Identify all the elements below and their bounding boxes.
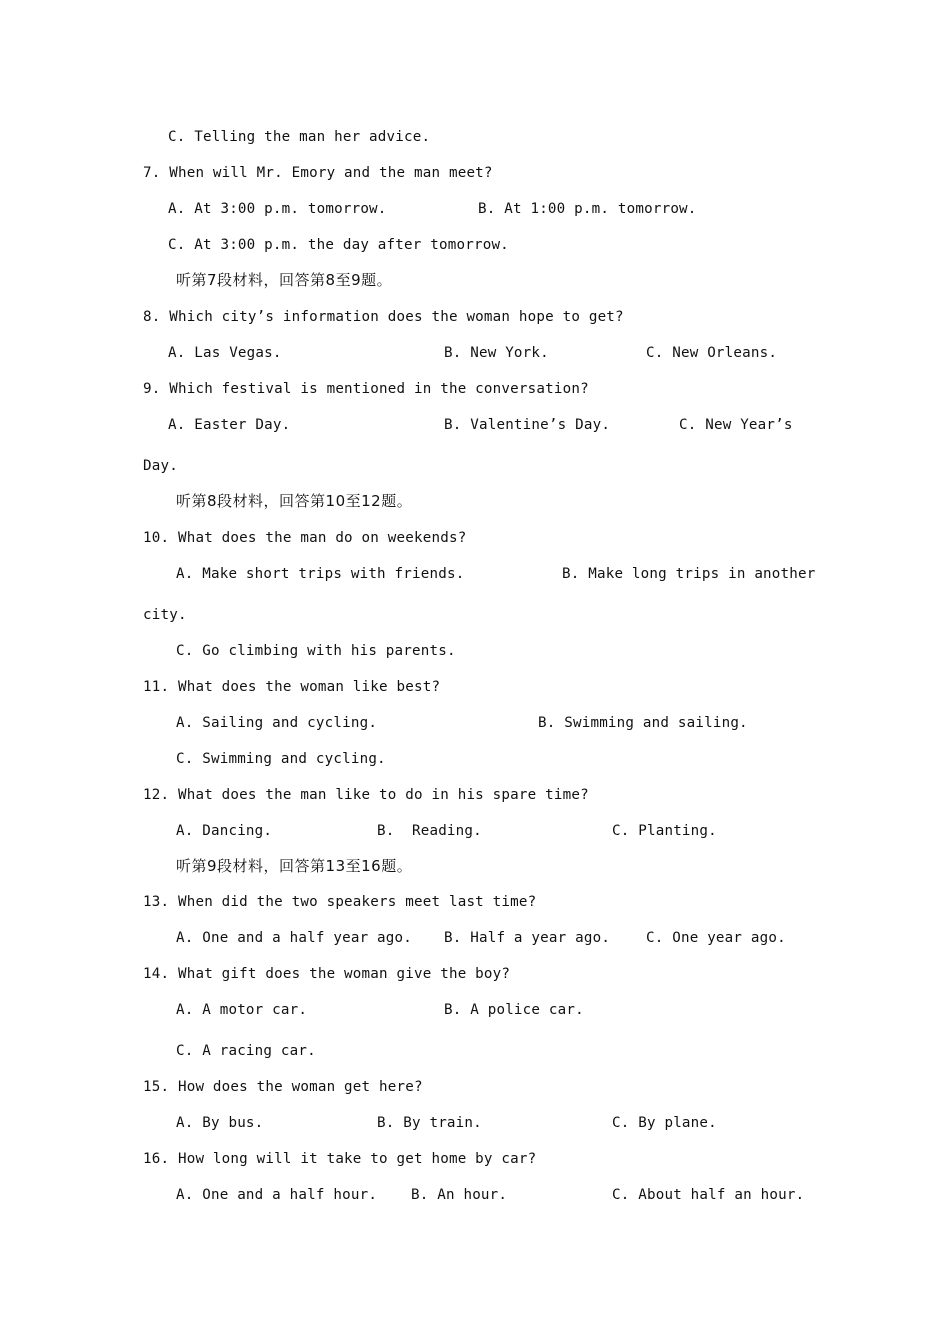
q14-option-a: A. A motor car.	[176, 1002, 308, 1018]
q10-option-b: B. Make long trips in another	[562, 566, 816, 582]
q14-option-c: C. A racing car.	[176, 1043, 316, 1059]
q8-stem: 8. Which city’s information does the woman hope to get?	[143, 309, 624, 325]
section-8-instruction: 听第8段材料，回答第10至12题。	[176, 492, 413, 510]
q15-stem: 15. How does the woman get here?	[143, 1079, 423, 1095]
q9-option-c-continued: Day.	[143, 458, 178, 474]
q7-option-a: A. At 3:00 p.m. tomorrow.	[168, 201, 387, 217]
q12-stem: 12. What does the man like to do in his spare time?	[143, 787, 589, 803]
q16-option-b: B. An hour.	[411, 1187, 508, 1203]
q10-option-a: A. Make short trips with friends.	[176, 566, 465, 582]
q14-option-b: B. A police car.	[444, 1002, 584, 1018]
q11-option-c: C. Swimming and cycling.	[176, 751, 386, 767]
q7-stem: 7. When will Mr. Emory and the man meet?	[143, 165, 493, 181]
q14-stem: 14. What gift does the woman give the boy?	[143, 966, 511, 982]
q9-stem: 9. Which festival is mentioned in the conversation?	[143, 381, 589, 397]
q13-option-b: B. Half a year ago.	[444, 930, 611, 946]
q11-option-b: B. Swimming and sailing.	[538, 715, 748, 731]
q9-option-a: A. Easter Day.	[168, 417, 291, 433]
q12-option-c: C. Planting.	[612, 823, 717, 839]
q16-option-a: A. One and a half hour.	[176, 1187, 378, 1203]
q6-option-c: C. Telling the man her advice.	[168, 129, 431, 145]
q13-option-c: C. One year ago.	[646, 930, 786, 946]
q12-option-a: A. Dancing.	[176, 823, 273, 839]
q10-option-c: C. Go climbing with his parents.	[176, 643, 456, 659]
q8-option-c: C. New Orleans.	[646, 345, 778, 361]
q15-option-a: A. By bus.	[176, 1115, 264, 1131]
q8-option-b: B. New York.	[444, 345, 549, 361]
section-7-instruction: 听第7段材料，回答第8至9题。	[176, 271, 393, 289]
q13-option-a: A. One and a half year ago.	[176, 930, 413, 946]
q16-stem: 16. How long will it take to get home by car?	[143, 1151, 537, 1167]
section-9-instruction: 听第9段材料，回答第13至16题。	[176, 857, 413, 875]
q8-option-a: A. Las Vegas.	[168, 345, 282, 361]
q10-stem: 10. What does the man do on weekends?	[143, 530, 467, 546]
q7-option-c: C. At 3:00 p.m. the day after tomorrow.	[168, 237, 509, 253]
q11-option-a: A. Sailing and cycling.	[176, 715, 378, 731]
q16-option-c: C. About half an hour.	[612, 1187, 805, 1203]
q9-option-c: C. New Year’s	[679, 417, 793, 433]
q9-option-b: B. Valentine’s Day.	[444, 417, 611, 433]
q7-option-b: B. At 1:00 p.m. tomorrow.	[478, 201, 697, 217]
q10-option-b-continued: city.	[143, 607, 187, 623]
q12-option-b: B. Reading.	[377, 823, 482, 839]
q13-stem: 13. When did the two speakers meet last time?	[143, 894, 537, 910]
q15-option-c: C. By plane.	[612, 1115, 717, 1131]
q11-stem: 11. What does the woman like best?	[143, 679, 441, 695]
q15-option-b: B. By train.	[377, 1115, 482, 1131]
